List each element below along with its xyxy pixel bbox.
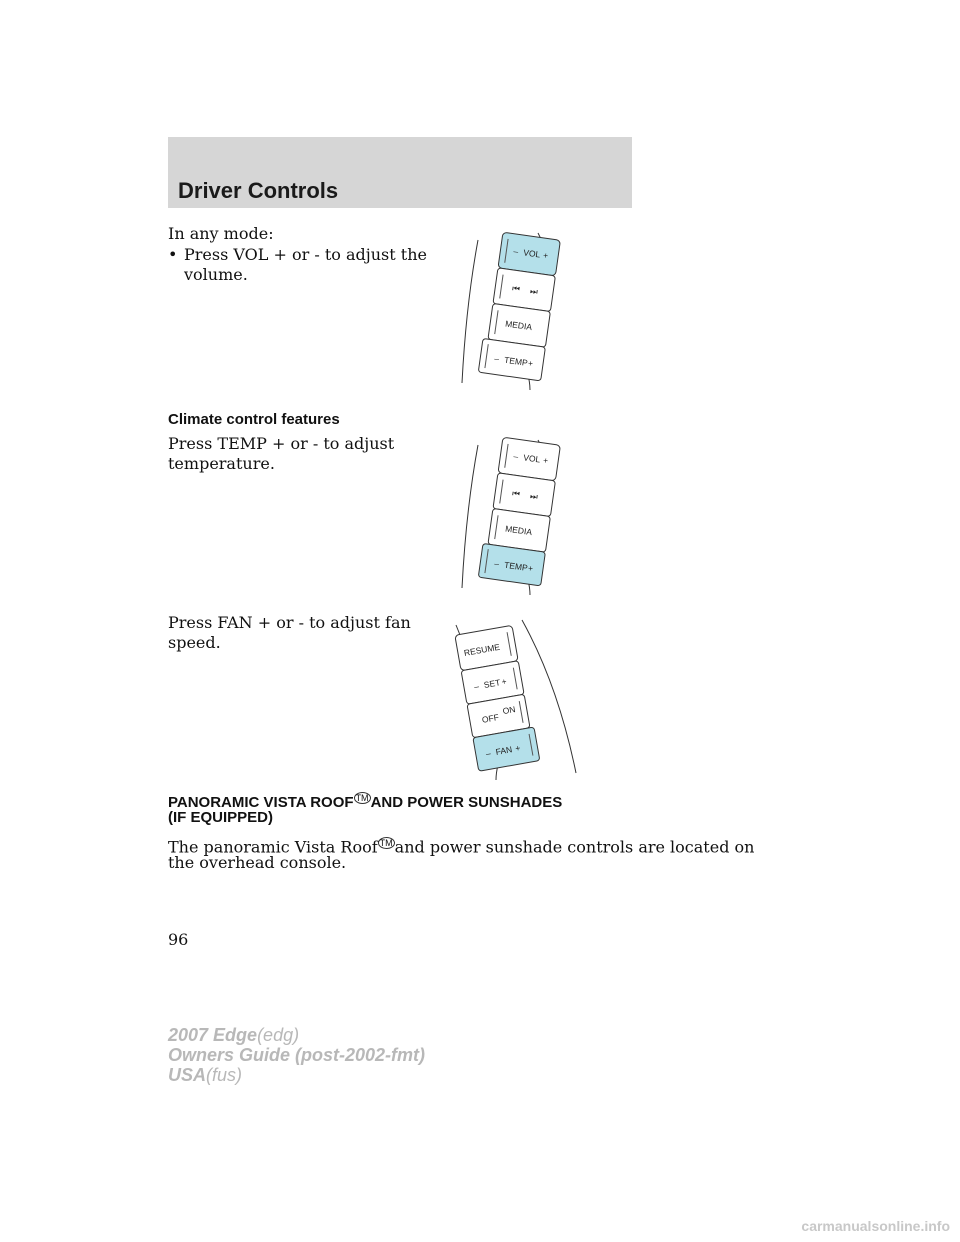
fig1-vol-label: VOL bbox=[522, 247, 541, 260]
fig2-plus: + bbox=[542, 455, 549, 466]
watermark: carmanualsonline.info bbox=[801, 1218, 950, 1234]
seek-back-icon: ⏮ bbox=[511, 283, 521, 295]
vista-roof-heading-line2: (IF EQUIPPED) bbox=[168, 809, 274, 826]
fig2-media-label: MEDIA bbox=[504, 523, 533, 538]
fig2-temp-label: TEMP bbox=[503, 559, 529, 573]
fig3-fan-label: FAN bbox=[494, 744, 513, 757]
vista-roof-heading-part2: AND POWER SUNSHADES bbox=[370, 794, 563, 811]
steering-controls-figure-vol bbox=[448, 225, 578, 390]
footer-line2: Owners Guide (post-2002-fmt) bbox=[168, 1045, 426, 1065]
bullet-glyph: • bbox=[168, 245, 178, 264]
trademark-icon: TM bbox=[355, 793, 369, 803]
section-title: Driver Controls bbox=[178, 178, 339, 203]
footer-market-code: (fus) bbox=[206, 1065, 243, 1085]
fan-instruction-line1: Press FAN + or - to adjust fan bbox=[168, 613, 411, 632]
intro-text: In any mode: bbox=[168, 224, 274, 243]
fig1-temp-minus: – bbox=[493, 353, 500, 364]
fig3-on-label: ON bbox=[501, 704, 517, 717]
fig2-vol-label: VOL bbox=[522, 452, 541, 465]
seek-forward-icon: ⏭ bbox=[529, 285, 539, 297]
trademark-icon: TM bbox=[379, 838, 393, 848]
steering-controls-figure-temp bbox=[448, 430, 578, 595]
page-number: 96 bbox=[168, 930, 189, 949]
temp-instruction-line2: temperature. bbox=[168, 454, 275, 473]
footer-market: USA bbox=[168, 1065, 207, 1085]
vol-instruction-line2: volume. bbox=[184, 265, 248, 284]
footer-line1 bbox=[168, 1025, 299, 1045]
fig3-set-label: SET bbox=[483, 677, 502, 690]
fig3-resume-label: RESUME bbox=[463, 641, 501, 658]
footer-model: 2007 Edge bbox=[168, 1025, 258, 1045]
vista-roof-para-line2: the overhead console. bbox=[168, 853, 347, 872]
seek-forward-icon: ⏭ bbox=[529, 490, 539, 502]
fig2-minus: – bbox=[512, 450, 519, 462]
footer-line3 bbox=[168, 1065, 242, 1085]
climate-heading: Climate control features bbox=[168, 411, 340, 428]
fig1-minus: – bbox=[512, 245, 519, 257]
vol-instruction-line1: Press VOL + or - to adjust the bbox=[184, 245, 427, 264]
steering-controls-figure-fan bbox=[448, 615, 583, 780]
fig1-plus: + bbox=[542, 250, 549, 261]
fan-instruction-line2: speed. bbox=[168, 633, 221, 652]
seek-back-icon: ⏮ bbox=[511, 488, 521, 500]
fig1-temp-label: TEMP bbox=[503, 354, 529, 368]
fig2-temp-plus: + bbox=[527, 563, 534, 574]
vista-roof-heading-part1: PANORAMIC VISTA ROOF bbox=[168, 794, 354, 811]
fig3-set-minus: – bbox=[473, 681, 480, 692]
fig3-off-label: OFF bbox=[481, 712, 500, 725]
fig3-fan-plus: + bbox=[514, 742, 522, 754]
fig3-fan-minus: – bbox=[484, 747, 492, 759]
vista-roof-para-part2: and power sunshade controls are located on bbox=[394, 837, 755, 857]
fig3-set-plus: + bbox=[500, 676, 508, 687]
fig1-media-label: MEDIA bbox=[504, 318, 533, 333]
temp-instruction-line1: Press TEMP + or - to adjust bbox=[168, 434, 395, 453]
fig2-temp-minus: – bbox=[493, 558, 500, 569]
vista-roof-para-part1: The panoramic Vista Roof bbox=[168, 837, 378, 857]
fig1-temp-plus: + bbox=[527, 358, 534, 369]
footer-model-code: (edg) bbox=[257, 1025, 300, 1045]
